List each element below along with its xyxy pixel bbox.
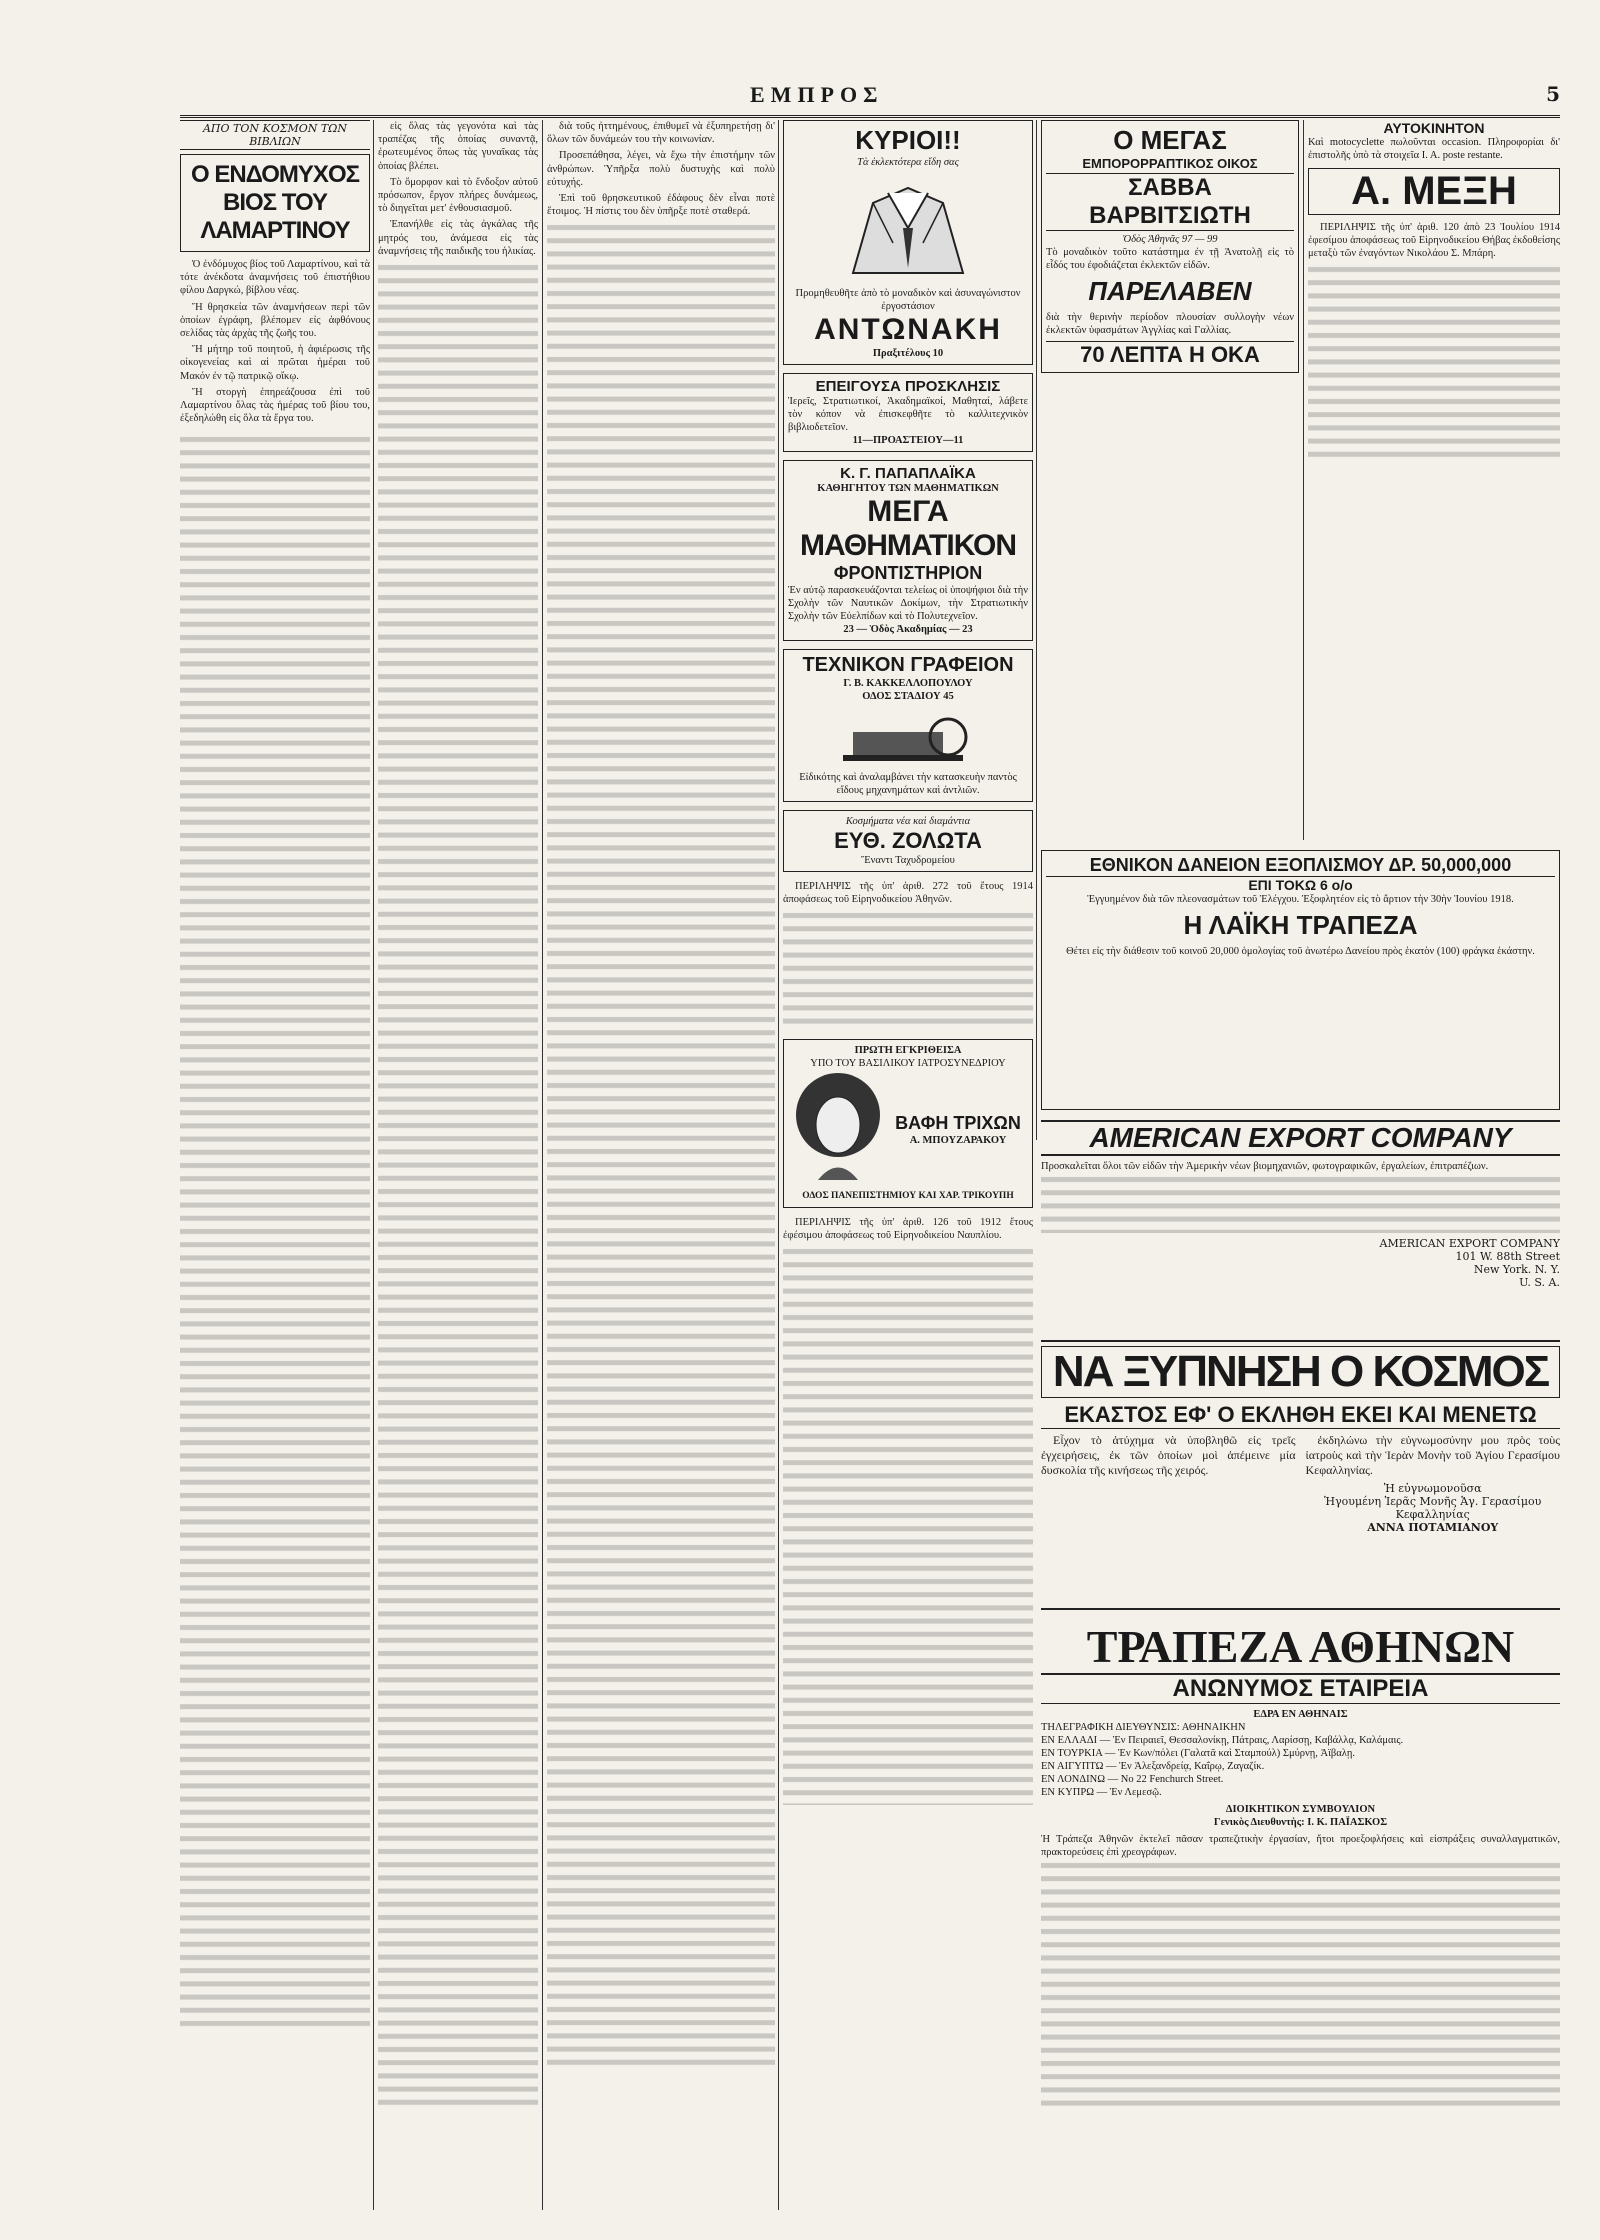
article-paragraph: Ἤ μήτηρ τοῦ ποιητοῦ, ἡ ἀφιέρωσις τῆς οἰκογενείας καὶ αἱ πρῶται ἡμέραι τοῦ Μακόν ἐν τῷ πατρικῷ οἴκῳ. (180, 344, 370, 382)
ad-subline: ΑΝΩΝΥΜΟΣ ΕΤΑΙΡΕΙΑ (1041, 1675, 1560, 1704)
ad-headline: ΕΥΘ. ΖΟΛΩΤΑ (834, 828, 982, 853)
ad-address: Πραξιτέλους 10 (872, 348, 944, 359)
article-column-2 (378, 120, 538, 2220)
ad-varvitsioti (1041, 120, 1299, 373)
body-text-lines (1041, 1859, 1560, 2109)
ad-text: Ἐγγυημένον διὰ τῶν πλεονασμάτων τοῦ Ἐλέγχου. Ἐξοφλητέον εἰς τὸ ἄρτιον τὴν 30ὴν Ἰουνίου 1918. (1087, 894, 1514, 905)
ad-kosmos (1041, 1340, 1560, 1610)
ad-prosklisis (783, 373, 1033, 452)
legal-notice: ΠΕΡΙΛΗΨΙΣ τῆς ὑπ' ἀριθ. 272 τοῦ ἔτους 1914 ἀποφάσεως τοῦ Εἰρηνοδικείου Ἀθηνῶν. (783, 881, 1033, 905)
branch-line: ΕΝ ΛΟΝΔΙΝΩ — No 22 Fenchurch Street. (1041, 1774, 1224, 1785)
text-filler (180, 433, 370, 2037)
director-line: Γενικὸς Διευθυντὴς: Ι. Κ. ΠΑΪΑΣΚΟΣ (1213, 1817, 1388, 1828)
ad-price: 70 ΛΕΠΤΑ Η ΟΚΑ (1046, 341, 1294, 368)
ad-address: ΕΔΡΑ ΕΝ ΑΘΗΝΑΙΣ (1253, 1709, 1348, 1720)
body-text-lines (378, 261, 538, 2111)
ad-brand: ΑΝΤΩΝΑΚΗ (814, 313, 1002, 346)
legal-notice: ΠΕΡΙΛΗΨΙΣ τῆς ὑπ' ἀριθ. 120 ἀπὸ 23 Ἰουλίου 1914 ἐφεσίμου ἀποφάσεως τοῦ Εἰρηνοδικείου Θήβας ἐκδοθείσης μεταξὺ τῶν ἐναγόντων Νικολάου Σ. Μπάρη. (1308, 222, 1560, 259)
article-paragraph: Προσεπάθησα, λέγει, νὰ ἔχω τὴν ἐπιστήμην τῶν ἀνθρώπων. Ὑπῆρξα πολὺ δυστυχὴς καὶ πολὺ εὐτυχής. (547, 150, 775, 188)
ad-text: διὰ τὴν θερινὴν περίοδον πλουσίαν συλλογὴν νέων ἐκλεκτῶν ὑφασμάτων Ἀγγλίας καὶ Γαλλίας. (1046, 312, 1294, 336)
ad-brand: Α. ΜΕΞΗ (1308, 168, 1560, 215)
ad-headline: ΚΥΡΙΟΙ!! (855, 125, 961, 155)
ad-brand: ΣΑΒΒΑ ΒΑΡΒΙΤΣΙΩΤΗ (1046, 173, 1294, 231)
ad-subline: ΕΜΠΟΡΟΡΡΑΠΤΙΚΟΣ ΟΙΚΟΣ (1082, 156, 1258, 171)
ad-american-export (1041, 1120, 1560, 1330)
column-rule (1036, 120, 1037, 1140)
american-address (1041, 1237, 1560, 1289)
ad-text: Εἰδικότης καὶ ἀναλαμβάνει τὴν κατασκευὴν παντὸς εἴδους μηχανημάτων καὶ ἀντλιῶν. (799, 772, 1017, 796)
ad-address: ΟΔΟΣ ΣΤΑΔΙΟΥ 45 (862, 691, 954, 702)
ad-telegraph: ΤΗΛΕΓΡΑΦΙΚΗ ΔΙΕΥΘΥΝΣΙΣ: ΑΘΗΝΑΙΚΗΝ (1041, 1722, 1246, 1733)
ad-address: 23 — Ὁδὸς Ἀκαδημίας — 23 (843, 624, 973, 635)
ad-vafi-text (888, 1113, 1028, 1147)
ad-text: ἐκδηλώνω τὴν εὐγνωμοσύνην μου πρὸς τοὺς ἰατροὺς καὶ τὴν Ἱερὰν Μονὴν τοῦ Ἁγίου Γερασίμου Κεφαλληνίας. (1305, 1433, 1560, 1477)
article-paragraph: Τὸ ὄμορφον καὶ τὸ ἔνδοξον αὐτοῦ πρόσωπον, ἔργον πλήρες δυνάμεως, τὸ διηγεῖται μετ' ἐνθουσιασμοῦ. (378, 176, 538, 215)
article-paragraph: Ἐπὶ τοῦ θρησκευτικοῦ ἐδάφους δὲν εἶναι ποτὲ ἕτοιμος. Ἡ πίστις του δὲν ὑπῆρξε ποτὲ σταθερά. (547, 193, 775, 218)
article-column-1 (180, 120, 370, 2220)
ad-headline: ΦΡΟΝΤΙΣΤΗΡΙΟΝ (833, 563, 983, 583)
ad-text: Ἱερεῖς, Στρατιωτικοί, Ἀκαδημαϊκοί, Μαθηταί, λάβετε τὸν κόπον νὰ ἐπισκεφθῆτε τὸ καλλιτεχνικὸν βιβλιοδετεῖον. (788, 396, 1028, 433)
ad-headline: ΑΥΤΟΚΙΝΗΤΟΝ (1383, 120, 1485, 136)
branch-line: ΕΝ ΚΥΠΡΩ — Ἐν Λεμεσῷ. (1041, 1787, 1162, 1798)
signer-name: ΑΝΝΑ ΠΟΤΑΜΙΑΝΟΥ (1367, 1521, 1499, 1534)
branch-line: ΕΝ ΤΟΥΡΚΙΑ — Ἐν Κων/πόλει (Γαλατᾶ καὶ Σταμπούλ) Σμύρνῃ, Ἀϊβαλῃ. (1041, 1748, 1355, 1759)
kosmos-col-right (1306, 1433, 1561, 1534)
article-paragraph: Ἤ στοργὴ ἐπηρεάζουσα ἐπὶ τοῦ Λαμαρτίνου ὅλας τὰς ἡμέρας τοῦ βίου του, ἐξεδηλώθη εἰς ὅλα τὰ ἔργα του. (180, 386, 370, 425)
column-rule (778, 120, 779, 2210)
ad-product-name: ΒΑΦΗ ΤΡΙΧΩΝ (895, 1113, 1021, 1133)
body-text-lines (1041, 1173, 1560, 1233)
woman-portrait-illustration (788, 1070, 888, 1190)
body-text-lines (783, 1245, 1033, 1805)
ad-subline: Κοσμήματα νέα καὶ διαμάντια (845, 816, 971, 827)
ad-trapeza-athinon (1041, 1620, 1560, 2220)
ad-address: 11—ΠΡΟΑΣΤΕΙΟΥ—11 (852, 435, 964, 446)
ad-vafi-body (788, 1070, 1028, 1190)
ad-headline: ΤΕΧΝΙΚΟΝ ΓΡΑΦΕΙΟΝ (802, 654, 1014, 676)
article-paragraph: εἰς ὅλας τὰς γεγονότα καὶ τὰς τραπέζας τῆς ὁποίας συναντᾷ, ἐρωτευμένος ὅπως τὰς γυναῖκας τὰς ὁποίας βλέπει. (378, 121, 538, 172)
kosmos-col-left (1041, 1433, 1296, 1534)
ad-headline: ΝΑ ΞΥΠΝΗΣΗ Ο ΚΟΣΜΟΣ (1041, 1346, 1560, 1398)
article-column-3 (547, 120, 775, 2220)
column-rule (1303, 120, 1304, 840)
ad-brand: ΤΡΑΠΕΖΑ ΑΘΗΝΩΝ (1041, 1620, 1560, 1675)
signer-line: Κεφαλληνίας (1395, 1508, 1470, 1521)
ad-headline-large: ΜΕΓΑ (867, 495, 949, 528)
ad-text: Προσκαλεῖται ὅλοι τῶν εἰδῶν τὴν Ἀμερικὴν νέων βιομηχανιῶν, φωτογραφικῶν, ἐργαλείων, ἐπιτραπέζιων. (1041, 1161, 1489, 1172)
branch-line: ΕΝ ΕΛΛΑΔΙ — Ἐν Πειραιεῖ, Θεσσαλονίκῃ, Πάτραις, Λαρίσσῃ, Καβάλλᾳ, Καλάμαις. (1041, 1735, 1404, 1746)
ad-subline: Τὰ ἐκλεκτότερα εἴδη σας (857, 157, 959, 168)
ad-subline: Γ. Β. ΚΑΚΚΕΛΛΟΠΟΥΛΟΥ (843, 678, 973, 689)
ad-subline: ΚΑΘΗΓΗΤΟΥ ΤΩΝ ΜΑΘΗΜΑΤΙΚΩΝ (817, 483, 999, 494)
ad-address: Ὁδὸς Ἀθηνᾶς 97 — 99 (1122, 234, 1218, 245)
article-title: Ο ΕΝΔΟΜΥΧΟΣ ΒΙΟΣ ΤΟΥ ΛΑΜΑΡΤΙΝΟΥ (180, 154, 370, 252)
ad-brand: Η ΛΑΪΚΗ ΤΡΑΠΕΖΑ (1183, 910, 1418, 940)
ad-address: ΟΔΟΣ ΠΑΝΕΠΙΣΤΗΜΙΟΥ ΚΑΙ ΧΑΡ. ΤΡΙΚΟΥΠΗ (802, 1191, 1014, 1201)
signer-line: Ἡγουμένη Ἱερᾶς Μονῆς Ἁγ. Γερασίμου (1324, 1495, 1542, 1508)
ad-text: Προμηθευθῆτε ἀπὸ τὸ μοναδικὸν καὶ ἀσυναγώνιστον ἐργοστάσιον (795, 288, 1021, 312)
legal-notice: ΠΕΡΙΛΗΨΙΣ τῆς ὑπ' ἀριθ. 126 τοῦ 1912 ἔτους ἐφέσιμου ἀποφάσεως τοῦ Εἰρηνοδικείου Ναυπλίου. (783, 1217, 1033, 1241)
article-paragraph: Ἤ θρησκεία τῶν ἀναμνήσεων περὶ τῶν ὁποίων ἐγράφη, βλέπομεν εἰς ἀφθόνους σελίδας τὰς ἀρχὰς τῆς ζωῆς του. (180, 301, 370, 340)
address-line: U. S. A. (1519, 1276, 1560, 1289)
ad-daneion (1041, 850, 1560, 1110)
board-heading: ΔΙΟΙΚΗΤΙΚΟΝ ΣΥΜΒΟΥΛΙΟΝ (1225, 1804, 1376, 1815)
ad-subline: ΥΠΟ ΤΟΥ ΒΑΣΙΛΙΚΟΥ ΙΑΤΡΟΣΥΝΕΔΡΙΟΥ (810, 1058, 1006, 1069)
ad-text: Τὸ μοναδικὸν τοῦτο κατάστημα ἐν τῇ Ἀνατολῇ εἰς τὸ εἶδός του ἐφοδιάζεται ἐκλεκτῶν εἰδῶν. (1046, 247, 1294, 271)
article-paragraph: Ὁ ἐνδόμυχος βίος τοῦ Λαμαρτίνου, καὶ τὰ τότε ἀνέκδοτα ἀναμνήσεις τοῦ ἐπιστήθιου φίλου Δαργκώ, βίβλου νέας. (180, 259, 370, 297)
ads-column-6 (1308, 120, 1560, 840)
ad-maker: Α. ΜΠΟΥΖΑΡΑΚΟΥ (909, 1135, 1007, 1146)
ad-text: Εἶχον τὸ ἀτύχημα νὰ ὑποβληθῶ εἰς τρεῖς ἐγχειρήσεις, ἐκ τῶν ὁποίων μοὶ ἀπέμεινε μία δυσκολία τῆς κινήσεως τῆς χειρός. (1041, 1433, 1296, 1477)
ad-texnikon (783, 649, 1033, 802)
address-line: AMERICAN EXPORT COMPANY (1379, 1237, 1560, 1250)
ad-headline: ΕΘΝΙΚΟΝ ΔΑΝΕΙΟΝ ΕΞΟΠΛΙΣΜΟΥ ΔΡ. 50,000,000 (1046, 855, 1555, 877)
column-rule (373, 120, 374, 2210)
ad-frontistirion (783, 460, 1033, 641)
signer-line: Ἡ εὐγνωμονοῦσα (1383, 1482, 1482, 1495)
ad-brand: AMERICAN EXPORT COMPANY (1041, 1120, 1560, 1156)
body-text-lines (1308, 263, 1560, 463)
ad-zolota (783, 810, 1033, 872)
ad-address: Ἔναντι Ταχυδρομείου (861, 855, 955, 866)
page-number: 5 (1546, 82, 1560, 106)
machine-illustration (833, 707, 983, 767)
ad-headline: ΠΑΡΕΛΑΒΕΝ (1088, 276, 1252, 306)
ad-vafi-trixon (783, 1039, 1033, 1208)
ad-kyrioi (783, 120, 1033, 365)
signature-block (1306, 1482, 1561, 1534)
masthead (180, 78, 1560, 118)
ad-subline: ΕΠΙ ΤΟΚΩ 6 ο/ο (1248, 877, 1353, 893)
article-paragraph: Ἐπανήλθε εἰς τὰς ἀγκάλας τῆς μητρός του, ἀνάμεσα εἰς τὰς ἀναμνήσεις τῆς παιδικῆς του ἡλικίας. (378, 219, 538, 257)
ad-headline: ΠΡΩΤΗ ΕΓΚΡΙΘΕΙΣΑ (854, 1045, 962, 1056)
ad-subline: ΕΚΑΣΤΟΣ ΕΦ' Ο ΕΚΛΗΘΗ ΕΚΕΙ ΚΑΙ ΜΕΝΕΤΩ (1041, 1402, 1560, 1429)
article-paragraph: διὰ τοῦς ἠττημένους, ἐπιθυμεῖ νὰ ἐξυπηρετήσῃ δι' ὅλων τῶν δυνάμεών του τὴν κοινωνίαν. (547, 121, 775, 146)
ads-column-4 (783, 120, 1033, 2220)
section-label: ΑΠΟ ΤΟΝ ΚΟΣΜΟΝ ΤΩΝ ΒΙΒΛΙΩΝ (180, 120, 370, 150)
ad-headline: Ο ΜΕΓΑΣ (1113, 125, 1227, 155)
body-text-lines (180, 433, 370, 2033)
ad-text: Ἡ Τράπεζα Ἀθηνῶν ἐκτελεῖ πᾶσαν τραπεζιτικὴν ἐργασίαν, ἤτοι προεξοφλήσεις καὶ εἰσπράξεις συναλλαγματικῶν, πρακτορεύσεις ἐπὶ χρεογράφων. (1041, 1834, 1560, 1858)
ad-text: Ἐν αὐτῷ παρασκευάζονται τελείως οἱ ὑποψήφιοι διὰ τὴν Σχολὴν τῶν Ναυτικῶν Δοκίμων, τὴν Στρατιωτικὴν Σχολὴν τῶν Εὐελπίδων καὶ τὸ Πολυτεχνεῖον. (788, 585, 1028, 622)
shirt-collar-illustration (833, 173, 983, 283)
column-rule (542, 120, 543, 2210)
ad-text: Θέτει εἰς τὴν διάθεσιν τοῦ κοινοῦ 20,000 ὁμολογίας τοῦ ἀνωτέρω Δανείου πρὸς ἑκατὸν (100) φράγκα ἑκάστην. (1066, 946, 1535, 957)
body-text-lines (547, 221, 775, 2071)
body-text-lines (783, 909, 1033, 1029)
branch-line: ΕΝ ΑΙΓΥΠΤΩ — Ἐν Ἀλεξανδρείᾳ, Καΐρῳ, Ζαγαζίκ. (1041, 1761, 1265, 1772)
kosmos-body (1041, 1433, 1560, 1534)
address-line: New York. N. Y. (1473, 1263, 1560, 1276)
ad-headline: Κ. Γ. ΠΑΠΑΠΛΑΪΚΑ (840, 465, 976, 482)
ad-headline-large: ΜΑΘΗΜΑΤΙΚΟΝ (800, 529, 1016, 562)
address-line: 101 W. 88th Street (1455, 1250, 1560, 1263)
newspaper-title: ΕΜΠΡΟΣ (750, 82, 884, 107)
ad-headline: ΕΠΕΙΓΟΥΣΑ ΠΡΟΣΚΛΗΣΙΣ (815, 378, 1001, 395)
ad-text: Καὶ motocyclette πωλοῦνται occasion. Πληροφορίαι δι' ἐπιστολῆς ὑπὸ τὰ στοιχεῖα Ι. Α. poste restante. (1308, 137, 1560, 161)
